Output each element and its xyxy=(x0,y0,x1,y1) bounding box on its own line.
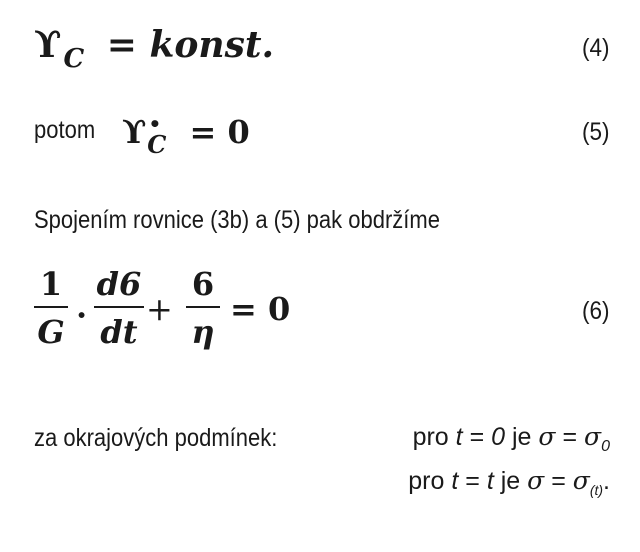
equation-4 xyxy=(34,24,275,74)
fraction-numerator: 1 xyxy=(39,265,63,303)
variable-t: t xyxy=(455,423,463,451)
pro-word: pro xyxy=(412,423,449,451)
condition-line-2 xyxy=(408,466,610,498)
fraction-numerator: d6 xyxy=(96,265,142,303)
equation-number-4: (4) xyxy=(582,34,610,62)
fraction-bar xyxy=(34,306,68,308)
time-derivative-dot: • xyxy=(148,112,162,136)
equation-4-rhs: = konst. xyxy=(106,24,275,66)
potom-label: potom xyxy=(34,116,96,144)
sigma-symbol: σ xyxy=(584,422,602,451)
sigma-symbol: σ xyxy=(572,466,590,495)
value-zero: 0 xyxy=(491,423,506,451)
conditions-label: za okrajových podmínek: xyxy=(34,424,278,452)
condition-line-1 xyxy=(413,422,610,456)
fraction-1-over-g xyxy=(34,265,68,351)
fraction-denominator: G xyxy=(37,313,65,351)
fraction-d6-over-dt xyxy=(94,265,144,351)
fraction-6-over-eta xyxy=(186,265,220,351)
subscript-c: C xyxy=(147,130,167,159)
subscript-t: (t) xyxy=(589,482,604,498)
variable-t: t xyxy=(451,467,459,495)
upsilon-symbol: ϒ xyxy=(122,113,147,151)
je-word: je xyxy=(512,423,532,451)
equals-sign: = xyxy=(469,423,485,451)
equation-6-rhs: = 0 xyxy=(230,290,291,328)
fraction-bar xyxy=(186,306,220,308)
equals-sign: = xyxy=(551,467,566,495)
pro-word: pro xyxy=(408,467,445,495)
sigma-symbol: σ xyxy=(538,422,556,451)
plus-sign: + xyxy=(146,290,173,328)
equals-sign: = xyxy=(465,467,480,495)
fraction-bar xyxy=(94,306,144,308)
fraction-denominator: dt xyxy=(100,313,138,351)
multiply-dot: · xyxy=(76,296,88,334)
equation-5 xyxy=(122,112,250,159)
fraction-denominator: η xyxy=(191,313,215,351)
je-word: je xyxy=(500,467,521,495)
upsilon-symbol: ϒ xyxy=(34,24,62,66)
subscript-zero: 0 xyxy=(601,438,610,455)
period: . xyxy=(603,467,610,495)
body-sentence: Spojením rovnice (3b) a (5) pak obdržíme xyxy=(34,206,440,234)
value-t: t xyxy=(486,467,494,495)
equals-sign: = xyxy=(562,423,578,451)
equation-number-5: (5) xyxy=(582,118,610,146)
sigma-symbol: σ xyxy=(527,466,545,495)
fraction-numerator: 6 xyxy=(191,265,215,303)
equation-5-rhs: = 0 xyxy=(189,113,250,151)
equation-number-6: (6) xyxy=(582,297,610,325)
subscript-c: C xyxy=(63,44,85,74)
